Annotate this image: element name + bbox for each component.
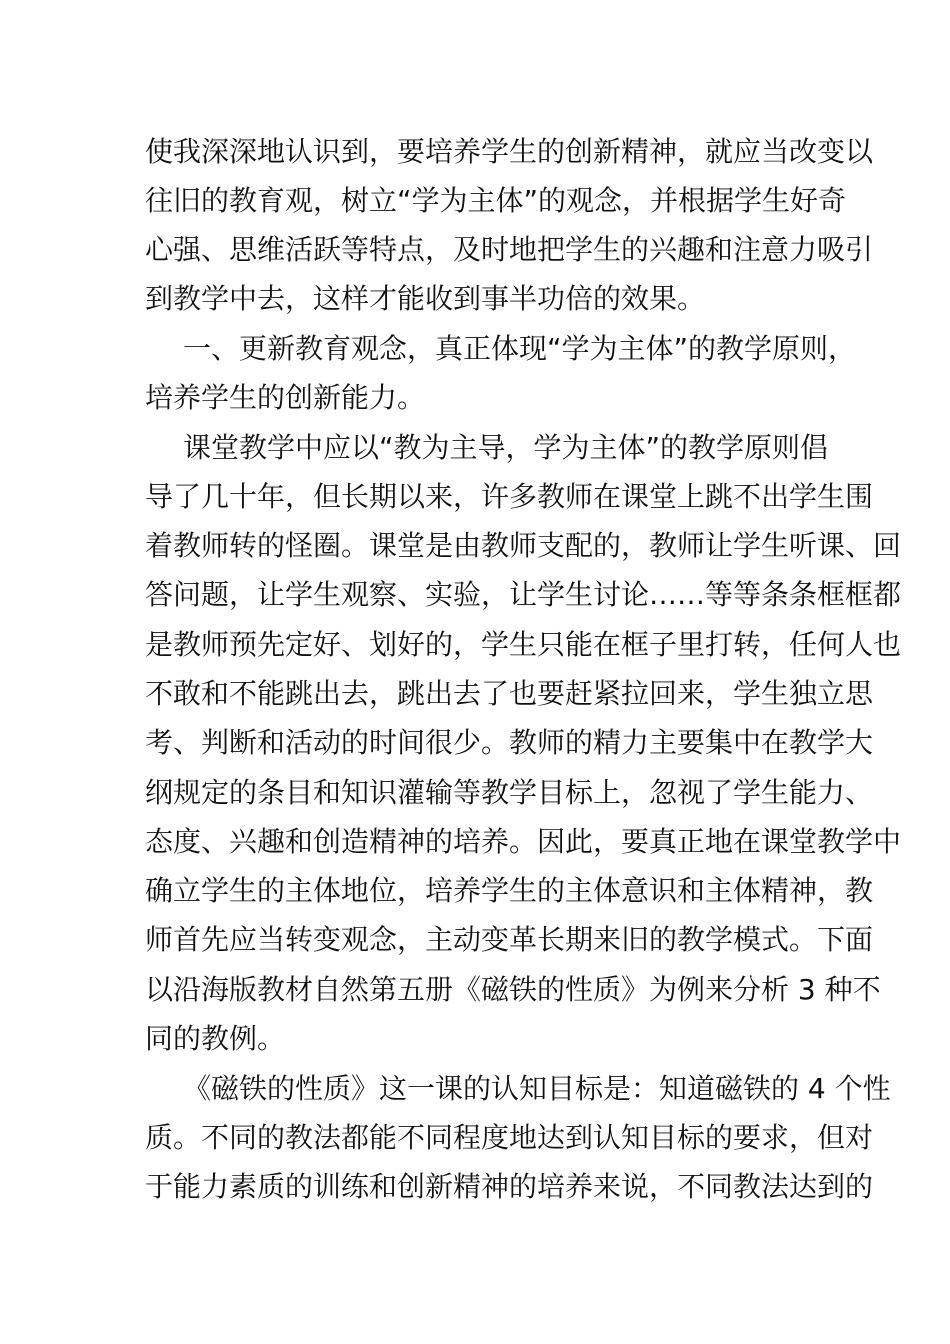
- text-line: 同的教例。: [145, 1022, 286, 1055]
- text-line: 往旧的教育观，树立“学为主体”的观念，并根据学生好奇: [145, 184, 847, 217]
- text-line: 不敢和不能跳出去，跳出去了也要赶紧拉回来，学生独立思: [145, 677, 874, 710]
- text-line: 于能力素质的训练和创新精神的培养来说，不同教法达到的: [145, 1170, 874, 1203]
- text-line: 导了几十年，但长期以来，许多教师在课堂上跳不出学生围: [145, 480, 874, 513]
- text-line: 质。不同的教法都能不同程度地达到认知目标的要求，但对: [145, 1121, 874, 1154]
- text-line: 确立学生的主体地位，培养学生的主体意识和主体精神，教: [145, 874, 874, 907]
- text-line: 师首先应当转变观念，主动变革长期来旧的教学模式。下面: [145, 923, 874, 956]
- text-line: 态度、兴趣和创造精神的培养。因此，要真正地在课堂教学中: [145, 825, 902, 858]
- text-line: 考、判断和活动的时间很少。教师的精力主要集中在教学大: [145, 726, 874, 759]
- text-line: 纲规定的条目和知识灌输等教学目标上，忽视了学生能力、: [145, 776, 874, 809]
- text-line: 《磁铁的性质》这一课的认知目标是：知道磁铁的 4 个性: [183, 1072, 891, 1105]
- text-line: 心强、思维活跃等特点，及时地把学生的兴趣和注意力吸引: [145, 233, 874, 266]
- section-heading-line: 培养学生的创新能力。: [145, 381, 426, 414]
- section-heading-line: 一、更新教育观念，真正体现“学为主体”的教学原则，: [183, 332, 857, 365]
- text-line: 使我深深地认识到，要培养学生的创新精神，就应当改变以: [145, 135, 874, 168]
- text-line: 答问题，让学生观察、实验，让学生讨论……等等条条框框都: [145, 578, 902, 611]
- text-line: 到教学中去，这样才能收到事半功倍的效果。: [145, 282, 706, 315]
- text-line: 课堂教学中应以“教为主导，学为主体”的教学原则倡: [183, 431, 829, 464]
- text-line: 是教师预先定好、划好的，学生只能在框子里打转，任何人也: [145, 628, 902, 661]
- text-line: 以沿海版教材自然第五册《磁铁的性质》为例来分析 3 种不: [145, 973, 881, 1006]
- text-line: 着教师转的怪圈。课堂是由教师支配的，教师让学生听课、回: [145, 529, 902, 562]
